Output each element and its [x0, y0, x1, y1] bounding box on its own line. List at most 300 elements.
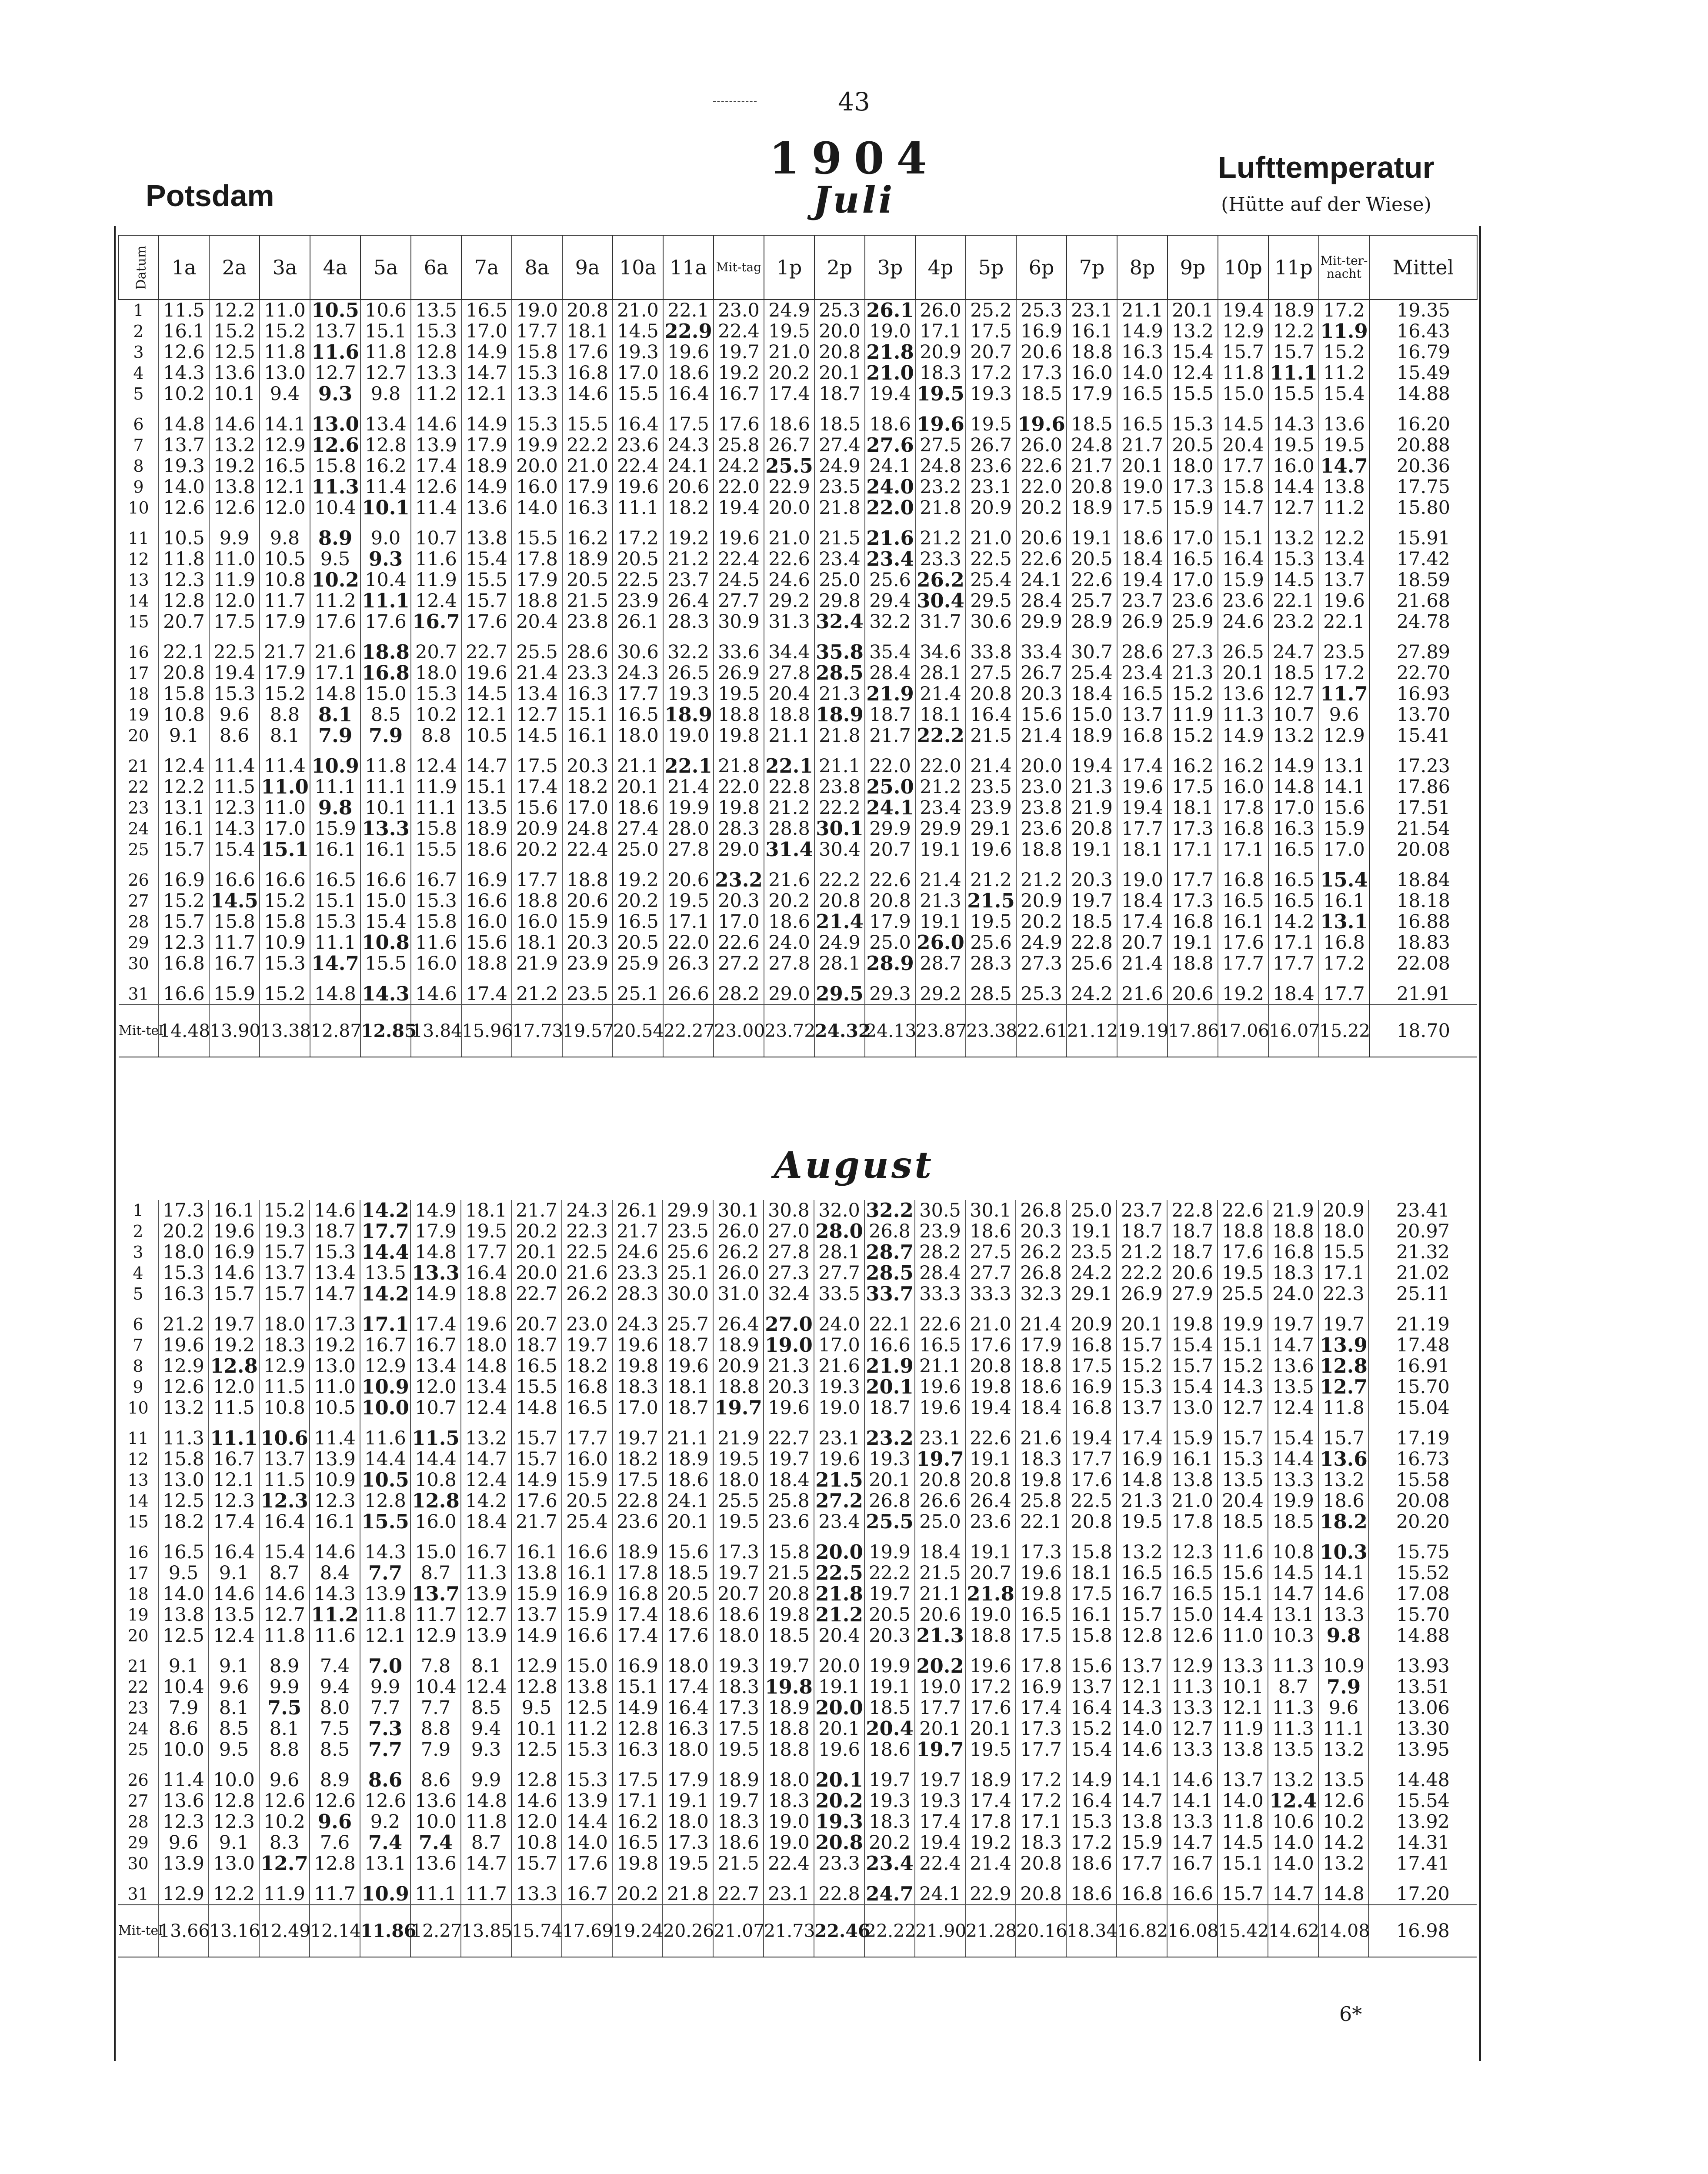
hourly-value: 25.0 — [814, 570, 865, 590]
hourly-value: 19.6 — [915, 1377, 965, 1397]
hourly-value: 26.4 — [713, 1304, 764, 1335]
hourly-value: 18.8 — [764, 1739, 814, 1760]
hourly-value: 19.3 — [814, 1811, 864, 1832]
hourly-value: 17.4 — [512, 777, 562, 797]
hourly-value: 15.6 — [1218, 1563, 1268, 1584]
column-header-hour: 4p — [915, 235, 966, 300]
hourly-value: 17.1 — [1318, 1263, 1369, 1284]
hourly-value: 17.7 — [512, 321, 562, 342]
hourly-value: 7.7 — [360, 1697, 410, 1718]
hourly-value: 7.5 — [259, 1697, 310, 1718]
hourly-value: 13.3 — [1167, 1739, 1218, 1760]
hourly-mean: 24.32 — [814, 1005, 865, 1057]
table-row — [119, 456, 1477, 477]
day-number: 27 — [128, 891, 149, 910]
hourly-value: 15.3 — [512, 363, 562, 383]
hourly-value: 20.8 — [814, 890, 865, 911]
hourly-value: 13.9 — [562, 1791, 612, 1811]
hourly-value: 19.4 — [209, 663, 260, 684]
hourly-value: 20.8 — [1066, 1511, 1117, 1532]
hourly-value: 14.3 — [159, 363, 209, 383]
hourly-value: 14.9 — [1117, 321, 1168, 342]
hourly-value: 14.3 — [1117, 1697, 1167, 1718]
hourly-value: 20.1 — [965, 1718, 1016, 1739]
hourly-value: 19.6 — [965, 1646, 1016, 1677]
hourly-value: 11.8 — [259, 1625, 310, 1646]
table-row — [118, 1760, 1477, 1791]
hourly-value: 20.9 — [512, 818, 562, 839]
hourly-value: 26.3 — [663, 953, 714, 974]
hourly-value: 18.6 — [764, 911, 814, 932]
hourly-value: 19.3 — [259, 1221, 310, 1242]
hourly-value: 15.7 — [1117, 1335, 1167, 1356]
hourly-value: 14.6 — [562, 383, 613, 404]
daily-mean: 18.18 — [1369, 890, 1477, 911]
hourly-value: 26.0 — [1016, 435, 1067, 456]
hourly-value: 23.2 — [915, 477, 966, 497]
hourly-value: 14.4 — [562, 1811, 612, 1832]
hourly-value: 7.5 — [310, 1718, 360, 1739]
hourly-value: 19.2 — [209, 1335, 259, 1356]
hourly-value: 19.6 — [915, 1397, 965, 1418]
hourly-value: 15.3 — [411, 890, 461, 911]
hourly-value: 16.9 — [461, 860, 512, 890]
hourly-value: 16.7 — [411, 860, 461, 890]
hourly-value: 23.1 — [764, 1874, 814, 1905]
mean-row-label: Mit-tel — [119, 1005, 159, 1057]
header-row — [119, 235, 1477, 300]
hourly-value: 15.4 — [1319, 383, 1369, 404]
hourly-value: 25.0 — [865, 777, 915, 797]
hourly-value: 12.6 — [159, 497, 209, 518]
hourly-value: 30.9 — [714, 611, 764, 632]
day-number: 1 — [133, 301, 144, 320]
hourly-value: 14.3 — [310, 1584, 360, 1604]
hourly-mean: 12.49 — [259, 1905, 310, 1957]
hourly-value: 20.9 — [1066, 1304, 1117, 1335]
hourly-value: 19.5 — [1268, 435, 1319, 456]
hourly-value: 16.4 — [966, 704, 1016, 725]
hourly-value: 20.6 — [562, 890, 613, 911]
table-row — [118, 1853, 1477, 1874]
day-number: 10 — [128, 498, 149, 517]
hourly-value: 20.8 — [965, 1470, 1016, 1490]
hourly-value: 20.8 — [915, 1470, 965, 1490]
hourly-value: 11.1 — [1268, 363, 1319, 383]
hourly-value: 12.0 — [260, 497, 310, 518]
hourly-value: 11.4 — [209, 746, 260, 777]
hourly-value: 19.5 — [461, 1221, 511, 1242]
hourly-value: 16.7 — [410, 1335, 461, 1356]
hourly-value: 16.0 — [410, 1511, 461, 1532]
hourly-value: 16.2 — [562, 518, 613, 549]
daily-mean: 16.43 — [1369, 321, 1477, 342]
hourly-value: 9.9 — [209, 518, 260, 549]
hourly-value: 13.8 — [461, 518, 512, 549]
table-row — [118, 1874, 1477, 1905]
hourly-value: 22.6 — [1016, 549, 1067, 570]
hourly-value: 11.6 — [360, 1418, 410, 1449]
hourly-value: 30.0 — [663, 1284, 713, 1304]
hourly-value: 15.2 — [260, 974, 310, 1005]
hourly-value: 15.8 — [1066, 1625, 1117, 1646]
hourly-value: 14.7 — [310, 953, 360, 974]
hourly-value: 7.9 — [410, 1739, 461, 1760]
hourly-value: 28.1 — [814, 1242, 864, 1263]
hourly-value: 27.4 — [613, 818, 663, 839]
daily-mean: 16.73 — [1369, 1449, 1477, 1470]
hourly-value: 11.7 — [1319, 684, 1369, 704]
hourly-value: 19.5 — [764, 321, 814, 342]
hourly-value: 12.7 — [1268, 684, 1319, 704]
hourly-value: 11.1 — [310, 932, 360, 953]
hourly-value: 10.8 — [1268, 1532, 1318, 1563]
hourly-value: 16.7 — [1117, 1584, 1167, 1604]
hourly-value: 17.3 — [1168, 477, 1218, 497]
day-number: 24 — [127, 1719, 149, 1738]
hourly-value: 15.3 — [158, 1263, 209, 1284]
hourly-value: 29.4 — [865, 590, 915, 611]
hourly-value: 19.3 — [613, 342, 663, 363]
hourly-value: 22.8 — [764, 777, 814, 797]
hourly-value: 17.3 — [310, 1304, 360, 1335]
table-row — [119, 477, 1477, 497]
hourly-value: 20.3 — [864, 1625, 915, 1646]
hourly-value: 11.8 — [360, 342, 411, 363]
hourly-value: 15.9 — [562, 1604, 612, 1625]
hourly-value: 25.6 — [1067, 953, 1117, 974]
hourly-value: 10.6 — [259, 1418, 310, 1449]
day-number: 1 — [133, 1201, 143, 1220]
hourly-value: 14.2 — [1268, 911, 1319, 932]
hourly-value: 13.0 — [310, 404, 360, 435]
hourly-value: 8.1 — [209, 1697, 259, 1718]
hourly-value: 18.0 — [663, 1811, 713, 1832]
hourly-value: 17.6 — [1218, 932, 1268, 953]
column-header-hour: 7a — [461, 235, 512, 300]
hourly-value: 8.9 — [310, 518, 360, 549]
hourly-value: 14.4 — [1268, 1449, 1318, 1470]
hourly-value: 14.6 — [310, 1532, 360, 1563]
daily-mean: 15.70 — [1369, 1377, 1477, 1397]
hourly-value: 11.1 — [613, 497, 663, 518]
daily-mean: 15.80 — [1369, 497, 1477, 518]
hourly-value: 8.5 — [461, 1697, 511, 1718]
hourly-value: 16.9 — [1016, 1677, 1066, 1697]
hourly-value: 16.1 — [360, 839, 411, 860]
hourly-mean: 13.66 — [158, 1905, 209, 1957]
hourly-value: 25.9 — [613, 953, 663, 974]
hourly-value: 22.1 — [1268, 590, 1319, 611]
hourly-value: 16.7 — [1167, 1853, 1218, 1874]
hourly-value: 10.1 — [1218, 1677, 1268, 1697]
hourly-value: 15.8 — [310, 456, 360, 477]
hourly-value: 16.7 — [209, 1449, 259, 1470]
table-august — [118, 1200, 1477, 1957]
hourly-value: 21.5 — [562, 590, 613, 611]
hourly-value: 11.0 — [260, 777, 310, 797]
hourly-value: 13.5 — [1318, 1760, 1369, 1791]
table-row — [119, 611, 1477, 632]
hourly-value: 13.8 — [158, 1604, 209, 1625]
hourly-value: 25.1 — [663, 1263, 713, 1284]
hourly-value: 17.9 — [1067, 383, 1117, 404]
hourly-value: 15.4 — [1167, 1377, 1218, 1397]
hourly-value: 9.3 — [310, 383, 360, 404]
hourly-value: 15.5 — [360, 953, 411, 974]
hourly-value: 17.1 — [663, 911, 714, 932]
hourly-value: 8.6 — [360, 1760, 410, 1791]
hourly-value: 13.3 — [1318, 1604, 1369, 1625]
hourly-value: 25.6 — [663, 1242, 713, 1263]
hourly-value: 16.5 — [1167, 1584, 1218, 1604]
hourly-value: 20.8 — [865, 890, 915, 911]
hourly-value: 23.6 — [1218, 590, 1268, 611]
hourly-value: 24.1 — [865, 456, 915, 477]
hourly-value: 16.9 — [562, 1584, 612, 1604]
hourly-value: 23.2 — [714, 860, 764, 890]
hourly-value: 26.1 — [613, 611, 663, 632]
hourly-value: 26.2 — [713, 1242, 764, 1263]
hourly-value: 17.6 — [511, 1490, 562, 1511]
hourly-value: 22.3 — [1318, 1284, 1369, 1304]
hourly-value: 14.6 — [1318, 1584, 1369, 1604]
hourly-value: 22.0 — [915, 746, 966, 777]
hourly-value: 15.3 — [1268, 549, 1319, 570]
hourly-value: 18.9 — [663, 1449, 713, 1470]
hourly-value: 26.0 — [915, 300, 966, 321]
hourly-value: 11.0 — [310, 1377, 360, 1397]
hourly-value: 16.1 — [310, 839, 360, 860]
hourly-value: 22.0 — [865, 497, 915, 518]
hourly-value: 9.4 — [461, 1718, 511, 1739]
daily-mean: 15.75 — [1369, 1532, 1477, 1563]
hourly-value: 17.3 — [663, 1832, 713, 1853]
hourly-value: 27.0 — [764, 1221, 814, 1242]
day-number: 17 — [127, 1564, 149, 1583]
hourly-value: 8.1 — [461, 1646, 511, 1677]
day-number: 6 — [133, 415, 144, 434]
hourly-value: 20.1 — [814, 1760, 864, 1791]
daily-mean: 18.84 — [1369, 860, 1477, 890]
hourly-value: 27.7 — [814, 1263, 864, 1284]
hourly-value: 22.4 — [562, 839, 613, 860]
hourly-value: 25.7 — [1067, 590, 1117, 611]
hourly-value: 14.9 — [410, 1284, 461, 1304]
table-row — [118, 1718, 1477, 1739]
hourly-value: 17.1 — [310, 663, 360, 684]
hourly-value: 29.9 — [663, 1200, 713, 1221]
hourly-value: 21.7 — [511, 1511, 562, 1532]
hourly-value: 27.8 — [764, 663, 814, 684]
hourly-mean: 22.27 — [663, 1005, 714, 1057]
hourly-value: 15.9 — [1319, 818, 1369, 839]
hourly-value: 22.2 — [814, 797, 865, 818]
hourly-value: 16.3 — [562, 497, 613, 518]
day-number: 3 — [133, 343, 144, 362]
table-row — [119, 404, 1477, 435]
hourly-mean: 14.08 — [1318, 1905, 1369, 1957]
hourly-value: 10.9 — [310, 1470, 360, 1490]
hourly-value: 16.5 — [1268, 839, 1319, 860]
hourly-value: 8.7 — [259, 1563, 310, 1584]
hourly-value: 19.1 — [814, 1677, 864, 1697]
daily-mean: 15.52 — [1369, 1563, 1477, 1584]
hourly-mean: 12.85 — [360, 1005, 411, 1057]
hourly-mean: 13.85 — [461, 1905, 511, 1957]
hourly-value: 18.3 — [1268, 1263, 1318, 1284]
hourly-value: 21.0 — [562, 456, 613, 477]
hourly-value: 19.3 — [713, 1646, 764, 1677]
hourly-value: 18.8 — [461, 953, 512, 974]
hourly-value: 18.5 — [814, 404, 865, 435]
hourly-value: 22.5 — [562, 1242, 612, 1263]
day-number: 2 — [133, 322, 144, 341]
hourly-value: 16.0 — [562, 1449, 612, 1470]
hourly-value: 19.4 — [1067, 746, 1117, 777]
hourly-value: 15.7 — [159, 839, 209, 860]
hourly-value: 13.7 — [159, 435, 209, 456]
hourly-value: 16.5 — [511, 1356, 562, 1377]
table-row — [119, 911, 1477, 932]
hourly-value: 23.3 — [814, 1853, 864, 1874]
hourly-value: 21.2 — [814, 1604, 864, 1625]
table-row — [118, 1200, 1477, 1221]
hourly-value: 13.2 — [1318, 1470, 1369, 1490]
hourly-value: 19.9 — [864, 1532, 915, 1563]
month-heading-august: August — [774, 1144, 934, 1187]
day-number: 28 — [127, 1812, 149, 1831]
hourly-value: 17.6 — [562, 342, 613, 363]
hourly-value: 24.2 — [714, 456, 764, 477]
hourly-value: 11.4 — [158, 1760, 209, 1791]
hourly-value: 12.1 — [360, 1625, 410, 1646]
table-row — [119, 518, 1477, 549]
daily-mean: 15.41 — [1369, 725, 1477, 746]
hourly-value: 10.4 — [360, 570, 411, 590]
hourly-value: 12.8 — [511, 1760, 562, 1791]
daily-mean: 17.86 — [1369, 777, 1477, 797]
hourly-value: 15.0 — [360, 890, 411, 911]
hourly-value: 12.6 — [310, 1791, 360, 1811]
hourly-value: 15.2 — [260, 890, 310, 911]
column-header-hour: 11p — [1268, 235, 1319, 300]
hourly-value: 18.9 — [1268, 300, 1319, 321]
hourly-value: 15.2 — [1319, 342, 1369, 363]
hourly-value: 17.3 — [1016, 363, 1067, 383]
hourly-value: 15.8 — [159, 684, 209, 704]
hourly-value: 19.1 — [965, 1449, 1016, 1470]
hourly-value: 23.8 — [562, 611, 613, 632]
day-number: 25 — [128, 840, 149, 859]
hourly-value: 26.9 — [1117, 1284, 1167, 1304]
hourly-value: 17.5 — [1066, 1356, 1117, 1377]
hourly-value: 23.3 — [562, 663, 613, 684]
hourly-value: 20.5 — [562, 1490, 612, 1511]
hourly-value: 14.4 — [410, 1449, 461, 1470]
hourly-value: 18.6 — [965, 1221, 1016, 1242]
hourly-value: 23.5 — [1319, 632, 1369, 663]
hourly-value: 22.0 — [865, 746, 915, 777]
hourly-value: 32.0 — [814, 1200, 864, 1221]
hourly-value: 14.1 — [1318, 1563, 1369, 1584]
hourly-value: 12.9 — [1218, 321, 1268, 342]
hourly-value: 25.4 — [966, 570, 1016, 590]
hourly-value: 25.0 — [865, 932, 915, 953]
hourly-value: 19.3 — [159, 456, 209, 477]
hourly-value: 20.8 — [814, 1832, 864, 1853]
hourly-mean: 17.86 — [1168, 1005, 1218, 1057]
daily-mean: 20.08 — [1369, 1490, 1477, 1511]
day-number: 23 — [127, 1698, 149, 1717]
hourly-value: 18.2 — [562, 777, 613, 797]
hourly-value: 12.9 — [1167, 1646, 1218, 1677]
hourly-value: 18.1 — [512, 932, 562, 953]
hourly-value: 12.6 — [411, 477, 461, 497]
hourly-value: 12.5 — [511, 1739, 562, 1760]
hourly-value: 13.3 — [1218, 1646, 1268, 1677]
hourly-value: 10.4 — [310, 497, 360, 518]
daily-mean: 16.20 — [1369, 404, 1477, 435]
station-name: Potsdam — [146, 179, 274, 213]
hourly-value: 22.7 — [713, 1874, 764, 1905]
column-header-hour: 9p — [1168, 235, 1218, 300]
hourly-value: 14.5 — [1268, 1563, 1318, 1584]
hourly-value: 20.4 — [1218, 435, 1268, 456]
daily-mean: 21.68 — [1369, 590, 1477, 611]
hourly-value: 18.5 — [1218, 1511, 1268, 1532]
hourly-value: 15.8 — [411, 911, 461, 932]
daily-mean: 14.31 — [1369, 1832, 1477, 1853]
hourly-value: 11.9 — [411, 777, 461, 797]
hourly-value: 15.4 — [259, 1532, 310, 1563]
hourly-value: 15.3 — [260, 953, 310, 974]
hourly-value: 22.2 — [915, 725, 966, 746]
hourly-value: 16.9 — [1117, 1449, 1167, 1470]
hourly-value: 15.2 — [159, 890, 209, 911]
day-number: 20 — [128, 726, 149, 745]
hourly-value: 22.4 — [613, 456, 663, 477]
hourly-value: 11.6 — [310, 1625, 360, 1646]
hourly-value: 16.6 — [461, 890, 512, 911]
hourly-value: 14.8 — [1318, 1874, 1369, 1905]
hourly-value: 17.2 — [1016, 1791, 1066, 1811]
hourly-value: 13.8 — [562, 1677, 612, 1697]
hourly-value: 23.9 — [966, 797, 1016, 818]
hourly-value: 16.6 — [562, 1532, 612, 1563]
hourly-value: 15.8 — [209, 911, 260, 932]
hourly-value: 19.6 — [663, 1356, 713, 1377]
table-row — [118, 1604, 1477, 1625]
hourly-value: 9.1 — [209, 1646, 259, 1677]
hourly-value: 21.5 — [966, 890, 1016, 911]
hourly-value: 15.3 — [310, 911, 360, 932]
day-number: 23 — [128, 798, 149, 817]
hourly-value: 11.5 — [159, 300, 209, 321]
hourly-value: 17.9 — [1016, 1335, 1066, 1356]
table-row — [119, 363, 1477, 383]
hourly-value: 21.0 — [764, 342, 814, 363]
hourly-value: 17.5 — [663, 404, 714, 435]
hourly-value: 15.5 — [1318, 1242, 1369, 1263]
hourly-value: 19.6 — [714, 518, 764, 549]
hourly-value: 22.1 — [864, 1304, 915, 1335]
hourly-value: 14.7 — [1117, 1791, 1167, 1811]
daily-mean: 13.06 — [1369, 1697, 1477, 1718]
hourly-value: 19.0 — [865, 321, 915, 342]
hourly-value: 16.5 — [613, 704, 663, 725]
day-number: 30 — [127, 1854, 149, 1873]
